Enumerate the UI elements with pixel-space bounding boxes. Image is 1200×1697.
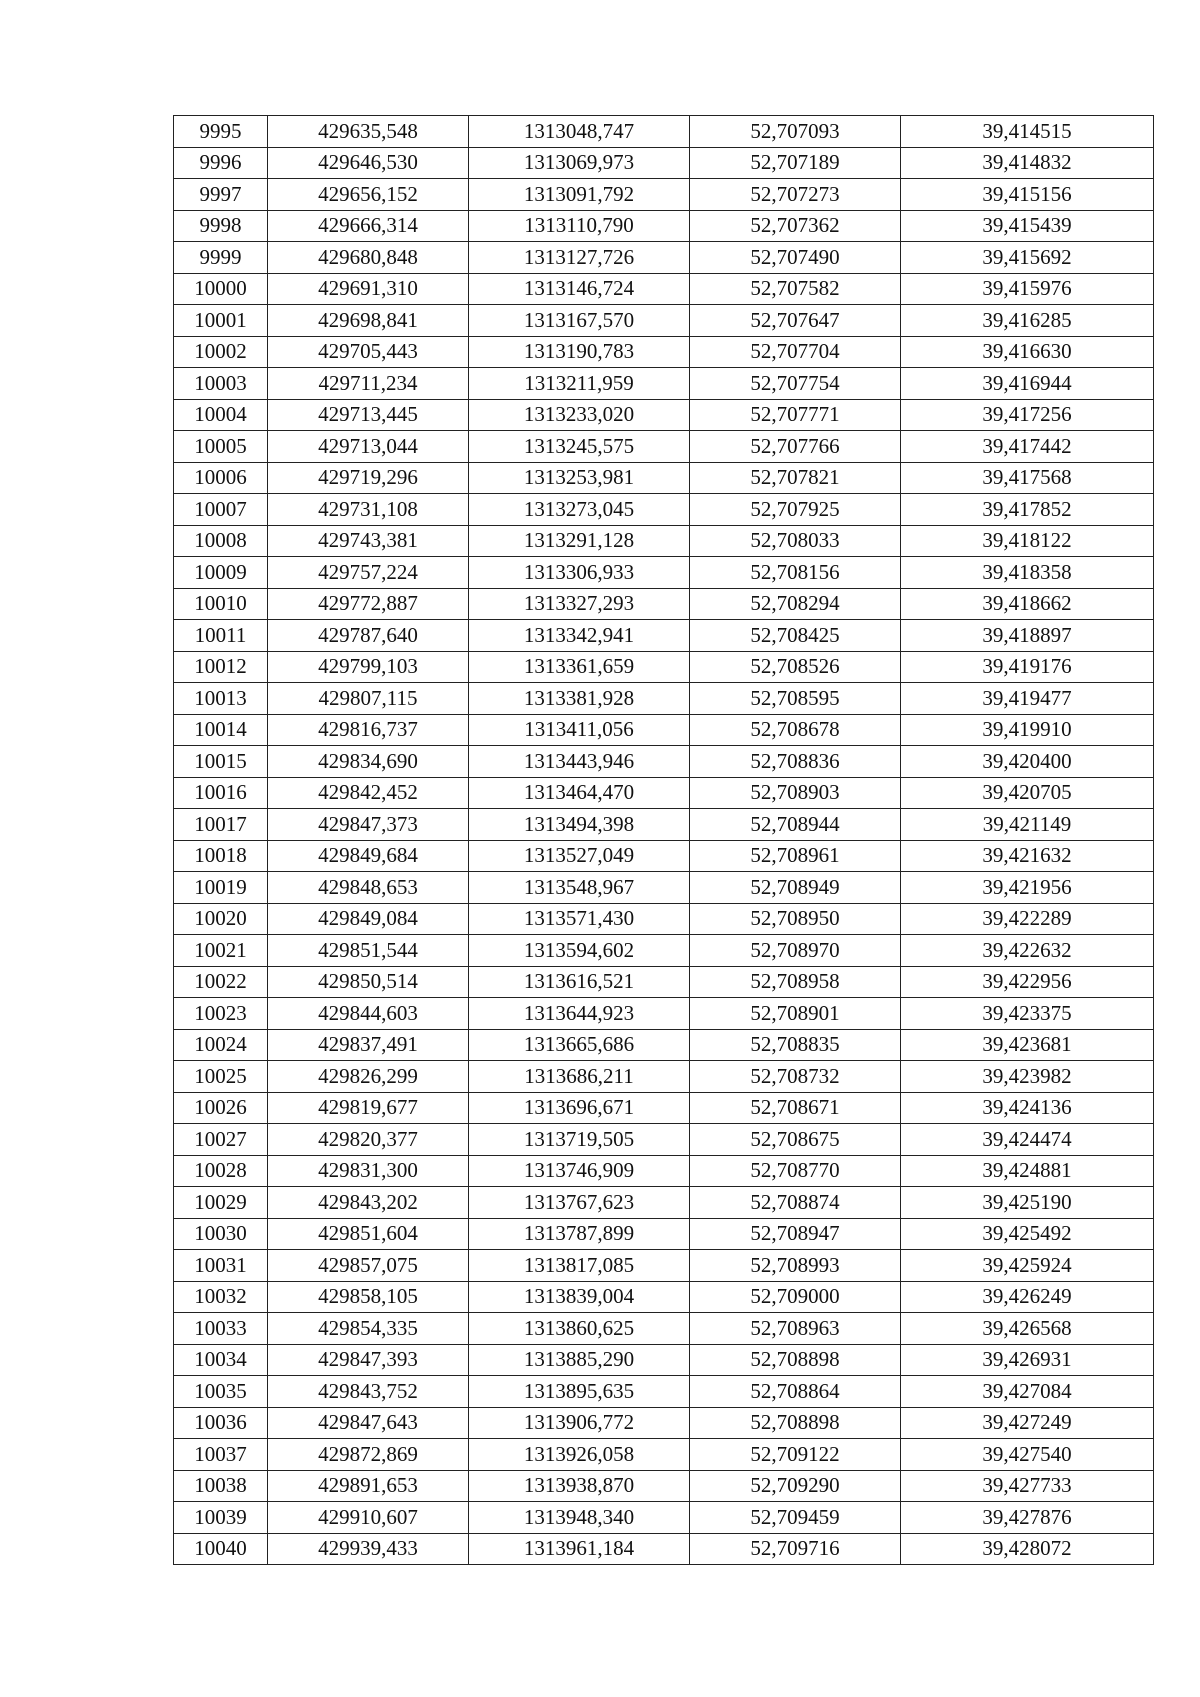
longitude-cell: 39,420705 bbox=[901, 777, 1154, 809]
table-row bbox=[174, 1155, 1154, 1187]
longitude-cell: 39,427733 bbox=[901, 1470, 1154, 1502]
x-coordinate-cell: 429713,044 bbox=[268, 431, 469, 463]
point-number-cell: 10021 bbox=[174, 935, 268, 967]
y-coordinate-cell: 1313091,792 bbox=[469, 179, 690, 211]
latitude-cell: 52,708671 bbox=[690, 1092, 901, 1124]
y-coordinate-cell: 1313895,635 bbox=[469, 1376, 690, 1408]
latitude-cell: 52,708836 bbox=[690, 746, 901, 778]
longitude-cell: 39,415439 bbox=[901, 210, 1154, 242]
table-row bbox=[174, 1250, 1154, 1282]
point-number-cell: 10012 bbox=[174, 651, 268, 683]
latitude-cell: 52,708425 bbox=[690, 620, 901, 652]
point-number-cell: 10027 bbox=[174, 1124, 268, 1156]
point-number-cell: 10035 bbox=[174, 1376, 268, 1408]
x-coordinate-cell: 429705,443 bbox=[268, 336, 469, 368]
table-row bbox=[174, 620, 1154, 652]
table-row bbox=[174, 462, 1154, 494]
longitude-cell: 39,417442 bbox=[901, 431, 1154, 463]
x-coordinate-cell: 429851,544 bbox=[268, 935, 469, 967]
y-coordinate-cell: 1313190,783 bbox=[469, 336, 690, 368]
longitude-cell: 39,421149 bbox=[901, 809, 1154, 841]
longitude-cell: 39,427876 bbox=[901, 1502, 1154, 1534]
x-coordinate-cell: 429843,752 bbox=[268, 1376, 469, 1408]
point-number-cell: 10002 bbox=[174, 336, 268, 368]
x-coordinate-cell: 429851,604 bbox=[268, 1218, 469, 1250]
latitude-cell: 52,709000 bbox=[690, 1281, 901, 1313]
latitude-cell: 52,707093 bbox=[690, 116, 901, 148]
x-coordinate-cell: 429819,677 bbox=[268, 1092, 469, 1124]
y-coordinate-cell: 1313571,430 bbox=[469, 903, 690, 935]
y-coordinate-cell: 1313291,128 bbox=[469, 525, 690, 557]
latitude-cell: 52,708993 bbox=[690, 1250, 901, 1282]
point-number-cell: 9998 bbox=[174, 210, 268, 242]
table-row bbox=[174, 399, 1154, 431]
y-coordinate-cell: 1313233,020 bbox=[469, 399, 690, 431]
point-number-cell: 10030 bbox=[174, 1218, 268, 1250]
latitude-cell: 52,708949 bbox=[690, 872, 901, 904]
table-row bbox=[174, 966, 1154, 998]
longitude-cell: 39,423375 bbox=[901, 998, 1154, 1030]
longitude-cell: 39,418122 bbox=[901, 525, 1154, 557]
x-coordinate-cell: 429847,643 bbox=[268, 1407, 469, 1439]
longitude-cell: 39,422289 bbox=[901, 903, 1154, 935]
y-coordinate-cell: 1313948,340 bbox=[469, 1502, 690, 1534]
point-number-cell: 10003 bbox=[174, 368, 268, 400]
x-coordinate-cell: 429711,234 bbox=[268, 368, 469, 400]
latitude-cell: 52,708903 bbox=[690, 777, 901, 809]
table-row bbox=[174, 1313, 1154, 1345]
longitude-cell: 39,425492 bbox=[901, 1218, 1154, 1250]
latitude-cell: 52,708033 bbox=[690, 525, 901, 557]
x-coordinate-cell: 429910,607 bbox=[268, 1502, 469, 1534]
point-number-cell: 10010 bbox=[174, 588, 268, 620]
latitude-cell: 52,708963 bbox=[690, 1313, 901, 1345]
y-coordinate-cell: 1313464,470 bbox=[469, 777, 690, 809]
x-coordinate-cell: 429872,869 bbox=[268, 1439, 469, 1471]
y-coordinate-cell: 1313245,575 bbox=[469, 431, 690, 463]
table-row bbox=[174, 1502, 1154, 1534]
latitude-cell: 52,709290 bbox=[690, 1470, 901, 1502]
y-coordinate-cell: 1313644,923 bbox=[469, 998, 690, 1030]
y-coordinate-cell: 1313127,726 bbox=[469, 242, 690, 274]
x-coordinate-cell: 429843,202 bbox=[268, 1187, 469, 1219]
y-coordinate-cell: 1313767,623 bbox=[469, 1187, 690, 1219]
x-coordinate-cell: 429691,310 bbox=[268, 273, 469, 305]
latitude-cell: 52,707925 bbox=[690, 494, 901, 526]
point-number-cell: 10034 bbox=[174, 1344, 268, 1376]
y-coordinate-cell: 1313411,056 bbox=[469, 714, 690, 746]
x-coordinate-cell: 429772,887 bbox=[268, 588, 469, 620]
table-row bbox=[174, 1281, 1154, 1313]
longitude-cell: 39,417568 bbox=[901, 462, 1154, 494]
x-coordinate-cell: 429847,393 bbox=[268, 1344, 469, 1376]
point-number-cell: 10008 bbox=[174, 525, 268, 557]
x-coordinate-cell: 429842,452 bbox=[268, 777, 469, 809]
latitude-cell: 52,709459 bbox=[690, 1502, 901, 1534]
longitude-cell: 39,422632 bbox=[901, 935, 1154, 967]
point-number-cell: 10011 bbox=[174, 620, 268, 652]
y-coordinate-cell: 1313110,790 bbox=[469, 210, 690, 242]
longitude-cell: 39,423982 bbox=[901, 1061, 1154, 1093]
point-number-cell: 10015 bbox=[174, 746, 268, 778]
y-coordinate-cell: 1313273,045 bbox=[469, 494, 690, 526]
point-number-cell: 10029 bbox=[174, 1187, 268, 1219]
y-coordinate-cell: 1313938,870 bbox=[469, 1470, 690, 1502]
table-row bbox=[174, 1376, 1154, 1408]
latitude-cell: 52,707273 bbox=[690, 179, 901, 211]
x-coordinate-cell: 429837,491 bbox=[268, 1029, 469, 1061]
y-coordinate-cell: 1313381,928 bbox=[469, 683, 690, 715]
table-row bbox=[174, 809, 1154, 841]
table-row bbox=[174, 116, 1154, 148]
table-row bbox=[174, 1061, 1154, 1093]
table-row bbox=[174, 714, 1154, 746]
latitude-cell: 52,707647 bbox=[690, 305, 901, 337]
point-number-cell: 10033 bbox=[174, 1313, 268, 1345]
latitude-cell: 52,707771 bbox=[690, 399, 901, 431]
x-coordinate-cell: 429646,530 bbox=[268, 147, 469, 179]
longitude-cell: 39,419910 bbox=[901, 714, 1154, 746]
latitude-cell: 52,707766 bbox=[690, 431, 901, 463]
longitude-cell: 39,428072 bbox=[901, 1533, 1154, 1565]
longitude-cell: 39,418662 bbox=[901, 588, 1154, 620]
x-coordinate-cell: 429656,152 bbox=[268, 179, 469, 211]
point-number-cell: 10019 bbox=[174, 872, 268, 904]
point-number-cell: 10037 bbox=[174, 1439, 268, 1471]
x-coordinate-cell: 429891,653 bbox=[268, 1470, 469, 1502]
table-row bbox=[174, 305, 1154, 337]
table-row bbox=[174, 1187, 1154, 1219]
y-coordinate-cell: 1313906,772 bbox=[469, 1407, 690, 1439]
longitude-cell: 39,418897 bbox=[901, 620, 1154, 652]
x-coordinate-cell: 429816,737 bbox=[268, 714, 469, 746]
latitude-cell: 52,708835 bbox=[690, 1029, 901, 1061]
longitude-cell: 39,427249 bbox=[901, 1407, 1154, 1439]
point-number-cell: 9995 bbox=[174, 116, 268, 148]
x-coordinate-cell: 429850,514 bbox=[268, 966, 469, 998]
y-coordinate-cell: 1313211,959 bbox=[469, 368, 690, 400]
y-coordinate-cell: 1313548,967 bbox=[469, 872, 690, 904]
y-coordinate-cell: 1313885,290 bbox=[469, 1344, 690, 1376]
point-number-cell: 10040 bbox=[174, 1533, 268, 1565]
table-row bbox=[174, 903, 1154, 935]
x-coordinate-cell: 429857,075 bbox=[268, 1250, 469, 1282]
latitude-cell: 52,708958 bbox=[690, 966, 901, 998]
x-coordinate-cell: 429719,296 bbox=[268, 462, 469, 494]
table-row bbox=[174, 588, 1154, 620]
point-number-cell: 10023 bbox=[174, 998, 268, 1030]
point-number-cell: 10020 bbox=[174, 903, 268, 935]
y-coordinate-cell: 1313961,184 bbox=[469, 1533, 690, 1565]
point-number-cell: 9997 bbox=[174, 179, 268, 211]
x-coordinate-cell: 429849,684 bbox=[268, 840, 469, 872]
latitude-cell: 52,708947 bbox=[690, 1218, 901, 1250]
y-coordinate-cell: 1313527,049 bbox=[469, 840, 690, 872]
table-row bbox=[174, 1124, 1154, 1156]
x-coordinate-cell: 429743,381 bbox=[268, 525, 469, 557]
longitude-cell: 39,426931 bbox=[901, 1344, 1154, 1376]
longitude-cell: 39,421632 bbox=[901, 840, 1154, 872]
table-row bbox=[174, 273, 1154, 305]
point-number-cell: 10036 bbox=[174, 1407, 268, 1439]
point-number-cell: 10022 bbox=[174, 966, 268, 998]
longitude-cell: 39,420400 bbox=[901, 746, 1154, 778]
y-coordinate-cell: 1313443,946 bbox=[469, 746, 690, 778]
table-row bbox=[174, 1218, 1154, 1250]
y-coordinate-cell: 1313327,293 bbox=[469, 588, 690, 620]
table-row bbox=[174, 1439, 1154, 1471]
point-number-cell: 10028 bbox=[174, 1155, 268, 1187]
point-number-cell: 10006 bbox=[174, 462, 268, 494]
x-coordinate-cell: 429807,115 bbox=[268, 683, 469, 715]
point-number-cell: 10026 bbox=[174, 1092, 268, 1124]
latitude-cell: 52,707490 bbox=[690, 242, 901, 274]
latitude-cell: 52,708864 bbox=[690, 1376, 901, 1408]
point-number-cell: 10031 bbox=[174, 1250, 268, 1282]
table-row bbox=[174, 1029, 1154, 1061]
latitude-cell: 52,708294 bbox=[690, 588, 901, 620]
x-coordinate-cell: 429713,445 bbox=[268, 399, 469, 431]
longitude-cell: 39,417256 bbox=[901, 399, 1154, 431]
x-coordinate-cell: 429680,848 bbox=[268, 242, 469, 274]
latitude-cell: 52,708156 bbox=[690, 557, 901, 589]
longitude-cell: 39,424136 bbox=[901, 1092, 1154, 1124]
latitude-cell: 52,708950 bbox=[690, 903, 901, 935]
table-row bbox=[174, 431, 1154, 463]
longitude-cell: 39,414515 bbox=[901, 116, 1154, 148]
point-number-cell: 10038 bbox=[174, 1470, 268, 1502]
table-row bbox=[174, 336, 1154, 368]
longitude-cell: 39,419176 bbox=[901, 651, 1154, 683]
y-coordinate-cell: 1313665,686 bbox=[469, 1029, 690, 1061]
table-row bbox=[174, 1092, 1154, 1124]
y-coordinate-cell: 1313787,899 bbox=[469, 1218, 690, 1250]
table-row bbox=[174, 935, 1154, 967]
point-number-cell: 10000 bbox=[174, 273, 268, 305]
x-coordinate-cell: 429731,108 bbox=[268, 494, 469, 526]
table-row bbox=[174, 557, 1154, 589]
y-coordinate-cell: 1313686,211 bbox=[469, 1061, 690, 1093]
longitude-cell: 39,424881 bbox=[901, 1155, 1154, 1187]
table-row bbox=[174, 242, 1154, 274]
x-coordinate-cell: 429858,105 bbox=[268, 1281, 469, 1313]
latitude-cell: 52,708678 bbox=[690, 714, 901, 746]
table-row bbox=[174, 840, 1154, 872]
y-coordinate-cell: 1313306,933 bbox=[469, 557, 690, 589]
table-row bbox=[174, 1470, 1154, 1502]
latitude-cell: 52,708526 bbox=[690, 651, 901, 683]
table-row bbox=[174, 872, 1154, 904]
table-row bbox=[174, 683, 1154, 715]
x-coordinate-cell: 429847,373 bbox=[268, 809, 469, 841]
y-coordinate-cell: 1313146,724 bbox=[469, 273, 690, 305]
latitude-cell: 52,708961 bbox=[690, 840, 901, 872]
x-coordinate-cell: 429635,548 bbox=[268, 116, 469, 148]
y-coordinate-cell: 1313048,747 bbox=[469, 116, 690, 148]
latitude-cell: 52,708732 bbox=[690, 1061, 901, 1093]
table-row bbox=[174, 368, 1154, 400]
longitude-cell: 39,415976 bbox=[901, 273, 1154, 305]
point-number-cell: 10032 bbox=[174, 1281, 268, 1313]
point-number-cell: 10013 bbox=[174, 683, 268, 715]
point-number-cell: 10017 bbox=[174, 809, 268, 841]
latitude-cell: 52,708675 bbox=[690, 1124, 901, 1156]
table-row bbox=[174, 210, 1154, 242]
table-row bbox=[174, 1533, 1154, 1565]
table-row bbox=[174, 651, 1154, 683]
coordinates-table-body bbox=[174, 116, 1154, 1565]
table-row bbox=[174, 179, 1154, 211]
longitude-cell: 39,417852 bbox=[901, 494, 1154, 526]
y-coordinate-cell: 1313746,909 bbox=[469, 1155, 690, 1187]
x-coordinate-cell: 429939,433 bbox=[268, 1533, 469, 1565]
y-coordinate-cell: 1313719,505 bbox=[469, 1124, 690, 1156]
latitude-cell: 52,708770 bbox=[690, 1155, 901, 1187]
y-coordinate-cell: 1313253,981 bbox=[469, 462, 690, 494]
latitude-cell: 52,707362 bbox=[690, 210, 901, 242]
x-coordinate-cell: 429831,300 bbox=[268, 1155, 469, 1187]
latitude-cell: 52,708944 bbox=[690, 809, 901, 841]
x-coordinate-cell: 429666,314 bbox=[268, 210, 469, 242]
point-number-cell: 10009 bbox=[174, 557, 268, 589]
y-coordinate-cell: 1313594,602 bbox=[469, 935, 690, 967]
y-coordinate-cell: 1313361,659 bbox=[469, 651, 690, 683]
y-coordinate-cell: 1313167,570 bbox=[469, 305, 690, 337]
x-coordinate-cell: 429826,299 bbox=[268, 1061, 469, 1093]
coordinates-table bbox=[173, 115, 1154, 1565]
latitude-cell: 52,708874 bbox=[690, 1187, 901, 1219]
latitude-cell: 52,708595 bbox=[690, 683, 901, 715]
table-row bbox=[174, 998, 1154, 1030]
longitude-cell: 39,425190 bbox=[901, 1187, 1154, 1219]
y-coordinate-cell: 1313342,941 bbox=[469, 620, 690, 652]
longitude-cell: 39,414832 bbox=[901, 147, 1154, 179]
longitude-cell: 39,424474 bbox=[901, 1124, 1154, 1156]
longitude-cell: 39,425924 bbox=[901, 1250, 1154, 1282]
point-number-cell: 9999 bbox=[174, 242, 268, 274]
x-coordinate-cell: 429849,084 bbox=[268, 903, 469, 935]
point-number-cell: 9996 bbox=[174, 147, 268, 179]
x-coordinate-cell: 429799,103 bbox=[268, 651, 469, 683]
point-number-cell: 10024 bbox=[174, 1029, 268, 1061]
latitude-cell: 52,707189 bbox=[690, 147, 901, 179]
longitude-cell: 39,423681 bbox=[901, 1029, 1154, 1061]
latitude-cell: 52,708898 bbox=[690, 1407, 901, 1439]
latitude-cell: 52,707821 bbox=[690, 462, 901, 494]
longitude-cell: 39,427540 bbox=[901, 1439, 1154, 1471]
point-number-cell: 10016 bbox=[174, 777, 268, 809]
point-number-cell: 10007 bbox=[174, 494, 268, 526]
y-coordinate-cell: 1313616,521 bbox=[469, 966, 690, 998]
longitude-cell: 39,421956 bbox=[901, 872, 1154, 904]
table-row bbox=[174, 494, 1154, 526]
point-number-cell: 10014 bbox=[174, 714, 268, 746]
y-coordinate-cell: 1313069,973 bbox=[469, 147, 690, 179]
y-coordinate-cell: 1313926,058 bbox=[469, 1439, 690, 1471]
x-coordinate-cell: 429757,224 bbox=[268, 557, 469, 589]
y-coordinate-cell: 1313817,085 bbox=[469, 1250, 690, 1282]
point-number-cell: 10025 bbox=[174, 1061, 268, 1093]
latitude-cell: 52,707704 bbox=[690, 336, 901, 368]
y-coordinate-cell: 1313860,625 bbox=[469, 1313, 690, 1345]
x-coordinate-cell: 429787,640 bbox=[268, 620, 469, 652]
table-row bbox=[174, 777, 1154, 809]
latitude-cell: 52,708970 bbox=[690, 935, 901, 967]
table-row bbox=[174, 1344, 1154, 1376]
x-coordinate-cell: 429854,335 bbox=[268, 1313, 469, 1345]
table-row bbox=[174, 525, 1154, 557]
longitude-cell: 39,427084 bbox=[901, 1376, 1154, 1408]
longitude-cell: 39,419477 bbox=[901, 683, 1154, 715]
x-coordinate-cell: 429834,690 bbox=[268, 746, 469, 778]
longitude-cell: 39,426568 bbox=[901, 1313, 1154, 1345]
point-number-cell: 10018 bbox=[174, 840, 268, 872]
latitude-cell: 52,708898 bbox=[690, 1344, 901, 1376]
x-coordinate-cell: 429698,841 bbox=[268, 305, 469, 337]
x-coordinate-cell: 429844,603 bbox=[268, 998, 469, 1030]
table-row bbox=[174, 746, 1154, 778]
point-number-cell: 10039 bbox=[174, 1502, 268, 1534]
y-coordinate-cell: 1313696,671 bbox=[469, 1092, 690, 1124]
latitude-cell: 52,709716 bbox=[690, 1533, 901, 1565]
latitude-cell: 52,709122 bbox=[690, 1439, 901, 1471]
latitude-cell: 52,707582 bbox=[690, 273, 901, 305]
longitude-cell: 39,416630 bbox=[901, 336, 1154, 368]
longitude-cell: 39,422956 bbox=[901, 966, 1154, 998]
table-row bbox=[174, 1407, 1154, 1439]
latitude-cell: 52,707754 bbox=[690, 368, 901, 400]
latitude-cell: 52,708901 bbox=[690, 998, 901, 1030]
point-number-cell: 10005 bbox=[174, 431, 268, 463]
x-coordinate-cell: 429848,653 bbox=[268, 872, 469, 904]
longitude-cell: 39,426249 bbox=[901, 1281, 1154, 1313]
longitude-cell: 39,416944 bbox=[901, 368, 1154, 400]
point-number-cell: 10004 bbox=[174, 399, 268, 431]
x-coordinate-cell: 429820,377 bbox=[268, 1124, 469, 1156]
y-coordinate-cell: 1313494,398 bbox=[469, 809, 690, 841]
table-row bbox=[174, 147, 1154, 179]
longitude-cell: 39,415692 bbox=[901, 242, 1154, 274]
point-number-cell: 10001 bbox=[174, 305, 268, 337]
longitude-cell: 39,416285 bbox=[901, 305, 1154, 337]
longitude-cell: 39,415156 bbox=[901, 179, 1154, 211]
y-coordinate-cell: 1313839,004 bbox=[469, 1281, 690, 1313]
longitude-cell: 39,418358 bbox=[901, 557, 1154, 589]
